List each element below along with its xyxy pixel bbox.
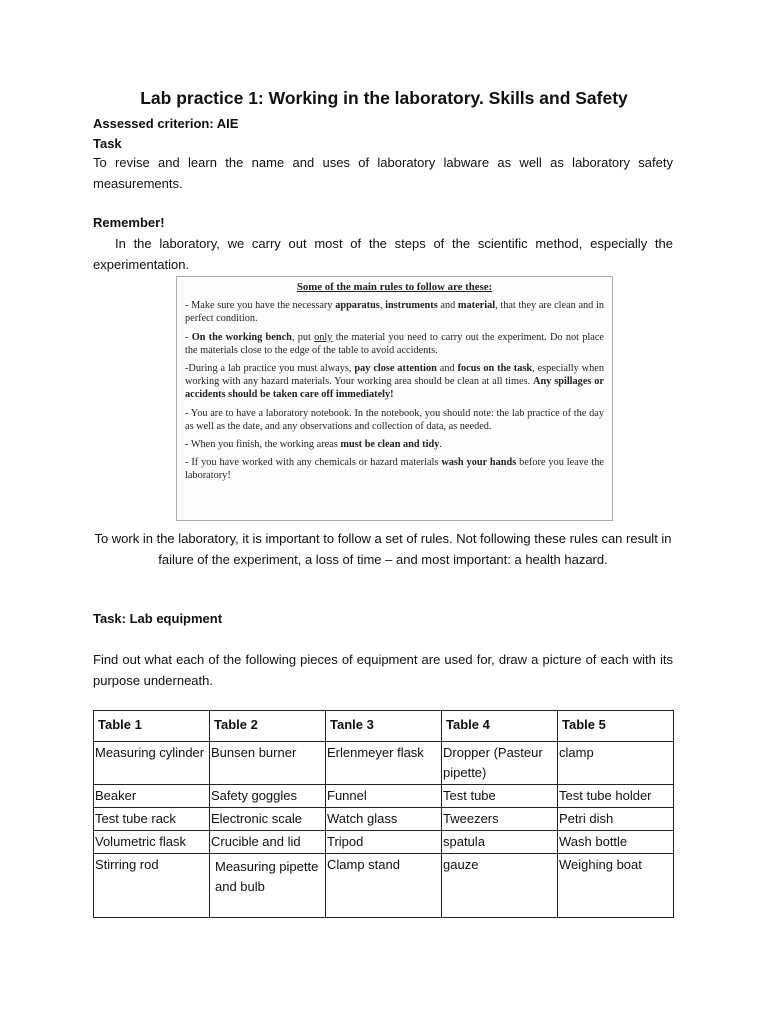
- table-cell: Funnel: [326, 785, 442, 808]
- remember-heading: Remember!: [93, 215, 165, 230]
- table-cell: gauze: [442, 854, 558, 918]
- rules-box: [176, 276, 613, 521]
- table-cell: Beaker: [94, 785, 210, 808]
- rule-item: - When you finish, the working areas must be clean and tidy.: [185, 439, 442, 451]
- task-text: To revise and learn the name and uses of laboratory labware as well as laboratory safety measurements.: [93, 155, 673, 191]
- table-cell: Clamp stand: [326, 854, 442, 918]
- table-cell: Bunsen burner: [210, 742, 326, 785]
- table-row: [94, 831, 674, 854]
- equipment-instruction: Find out what each of the following pieces of equipment are used for, draw a picture of each with its purpose underneath.: [93, 652, 673, 688]
- table-cell: Dropper (Pasteur pipette): [442, 742, 558, 785]
- column-header: Table 2: [210, 711, 326, 742]
- rules-heading: Some of the main rules to follow are these:: [296, 281, 493, 293]
- rule-item: - Make sure you have the necessary apparatus, instruments and material, that they are clean and in perfect condition.: [185, 300, 605, 325]
- equipment-heading: Task: Lab equipment: [93, 611, 223, 626]
- table-cell: Erlenmeyer flask: [326, 742, 442, 785]
- table-cell: Tweezers: [442, 808, 558, 831]
- table-cell: Measuring cylinder: [94, 742, 210, 785]
- table-cell: Tripod: [326, 831, 442, 854]
- remember-text: In the laboratory, we carry out most of the steps of the scientific method, especially the experimentation.: [93, 236, 673, 272]
- table-row: [94, 742, 674, 785]
- page-title: Lab practice 1: Working in the laboratory. Skills and Safety: [140, 88, 628, 108]
- table-cell: Watch glass: [326, 808, 442, 831]
- table-row: [94, 785, 674, 808]
- table-row: [94, 854, 674, 918]
- table-row: [94, 808, 674, 831]
- table-cell: Wash bottle: [558, 831, 674, 854]
- table-cell: Safety goggles: [210, 785, 326, 808]
- table-cell: Volumetric flask: [94, 831, 210, 854]
- rule-item: -During a lab practice you must always, pay close attention and focus on the task, especially when working with any hazard materials. Your working area should be clean at all times. Any spillages or accidents should be taken care off immediately!: [185, 363, 604, 401]
- table-header-row: [94, 711, 674, 742]
- table-cell: Measuring pipette and bulb: [210, 854, 326, 918]
- column-header: Table 1: [94, 711, 210, 742]
- table-cell: Electronic scale: [210, 808, 326, 831]
- task-heading: Task: [93, 136, 122, 151]
- table-cell: Test tube rack: [94, 808, 210, 831]
- assessed-criterion: Assessed criterion: AIE: [93, 116, 239, 131]
- column-header: Table 4: [442, 711, 558, 742]
- column-header: Tanle 3: [326, 711, 442, 742]
- rules-paragraph: To work in the laboratory, it is important to follow a set of rules. Not following these rules can result in failure of the experiment, a loss of time – and most important: a health hazard.: [94, 531, 672, 567]
- table-cell: Test tube: [442, 785, 558, 808]
- table-cell: Weighing boat: [558, 854, 674, 918]
- table-cell: Crucible and lid: [210, 831, 326, 854]
- column-header: Table 5: [558, 711, 674, 742]
- table-cell: Petri dish: [558, 808, 674, 831]
- rule-item: - On the working bench, put only the material you need to carry out the experiment. Do not place the materials close to the edge of the table to avoid accidents.: [185, 331, 604, 356]
- rule-item: - You are to have a laboratory notebook. In the notebook, you should note: the lab practice of the day as well as the date, and any observations and collection of data, as needed.: [185, 407, 604, 432]
- rule-item: - If you have worked with any chemicals or hazard materials wash your hands before you leave the laboratory!: [185, 457, 604, 482]
- table-cell: clamp: [558, 742, 674, 785]
- table-cell: Stirring rod: [94, 854, 210, 918]
- equipment-table: [93, 710, 674, 918]
- table-cell: Test tube holder: [558, 785, 674, 808]
- table-cell: spatula: [442, 831, 558, 854]
